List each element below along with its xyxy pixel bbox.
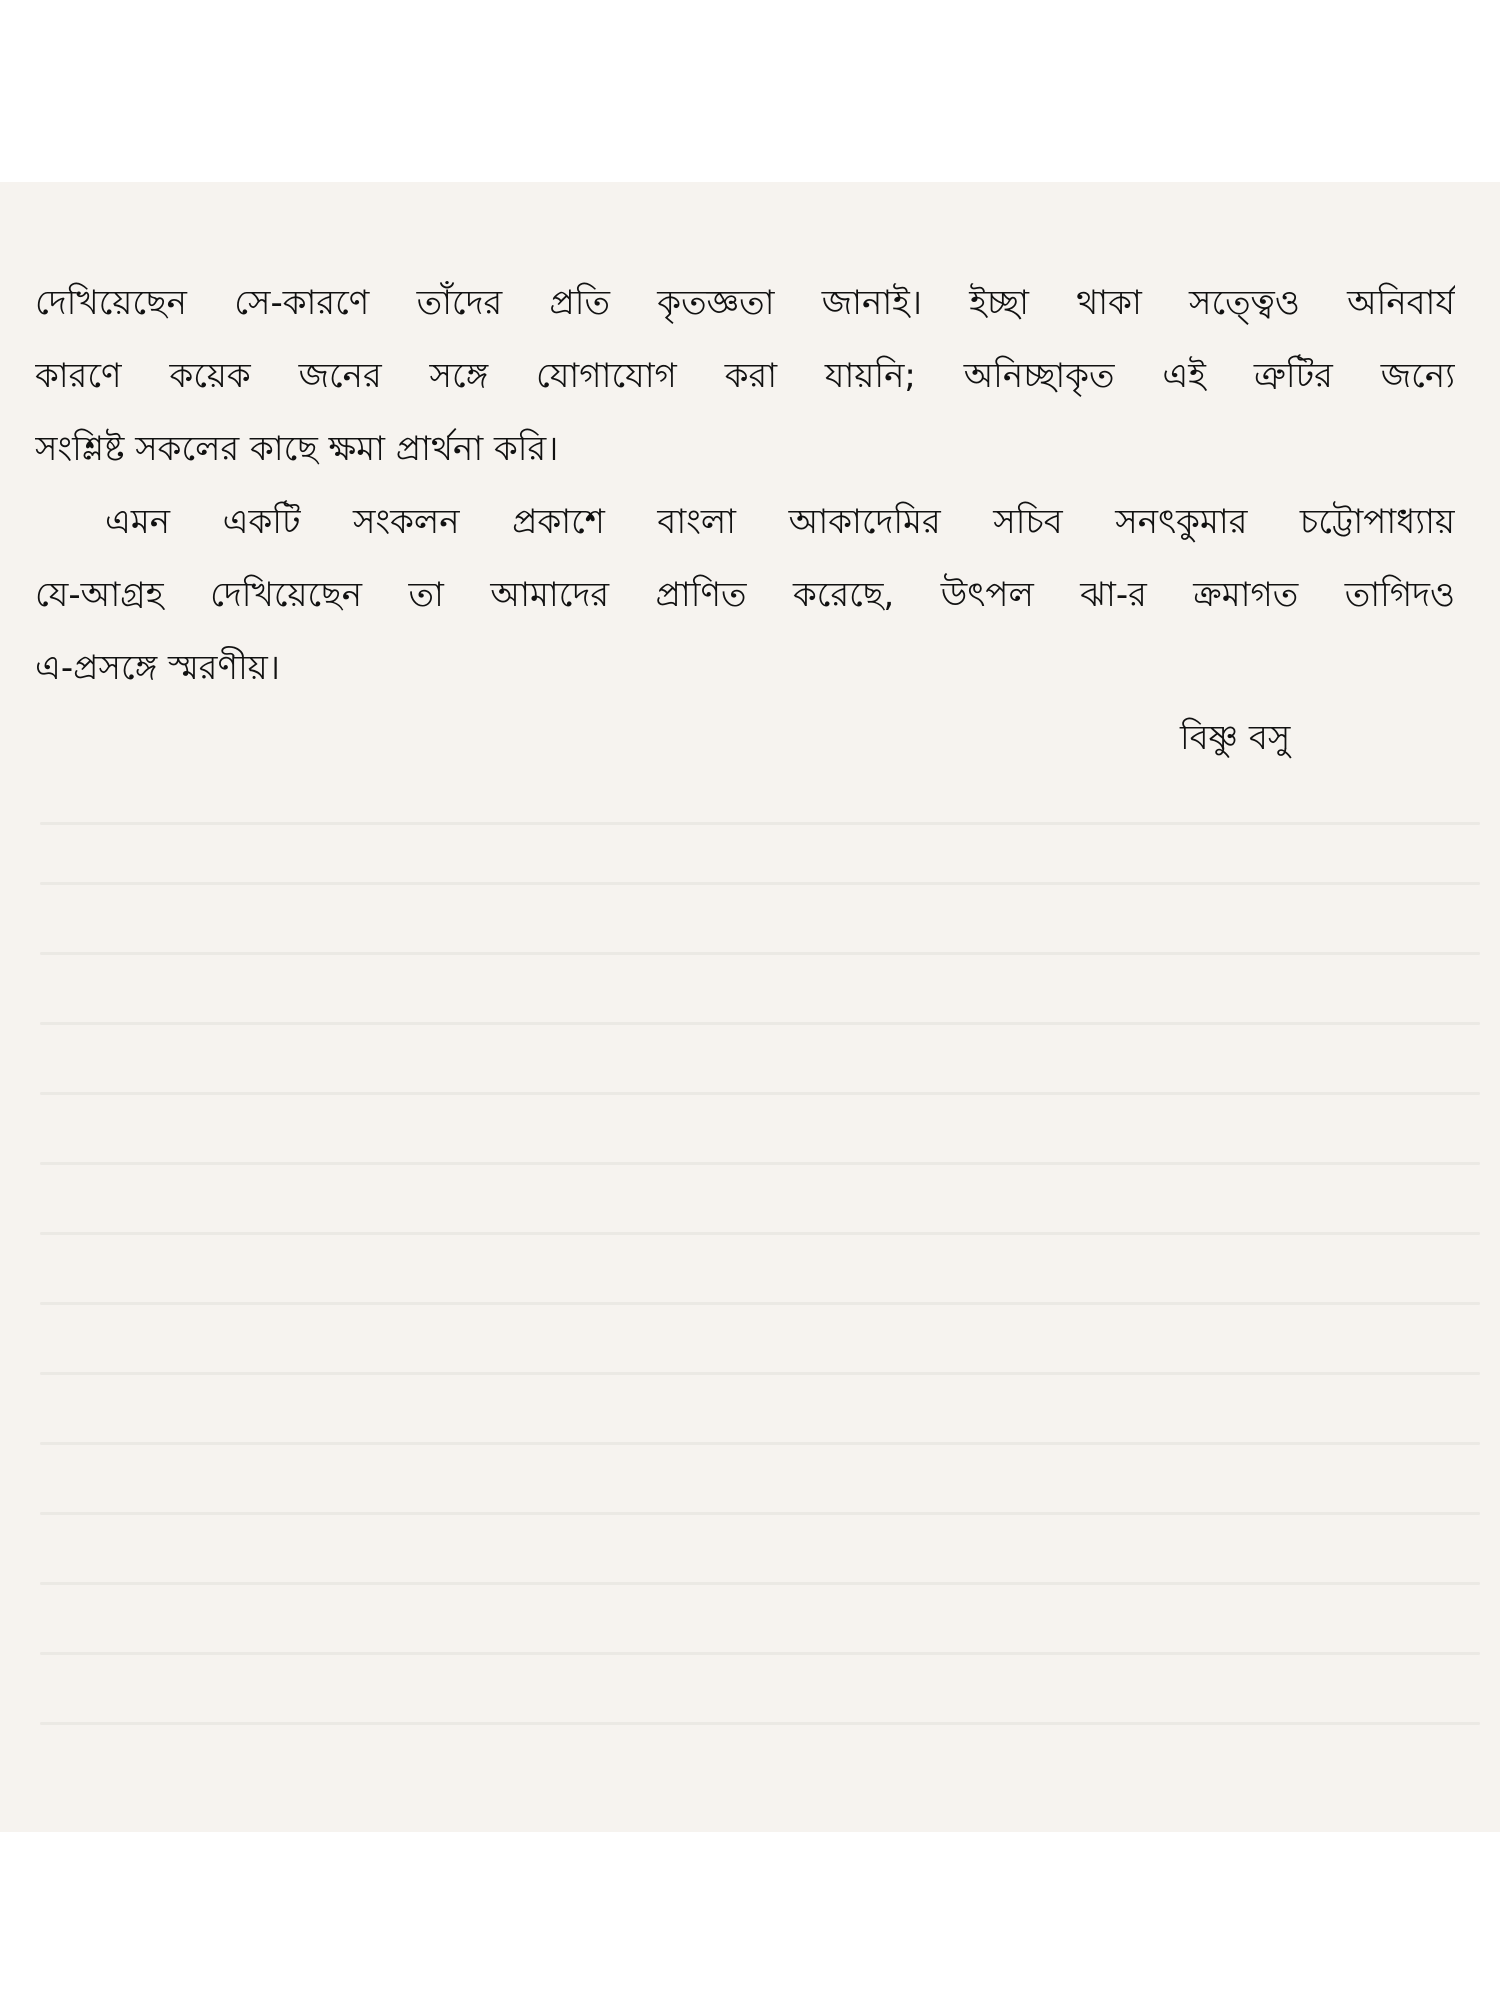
show-through-line [40, 1722, 1480, 1725]
show-through-line [40, 1582, 1480, 1585]
text-line: কারণে কয়েক জনের সঙ্গে যোগাযোগ করা যায়নি; অনিচ্ছাকৃত এই ত্রুটির জন্যে [35, 356, 1455, 396]
text-line: সংশ্লিষ্ট সকলের কাছে ক্ষমা প্রার্থনা করি। [35, 429, 559, 469]
show-through-line [40, 1022, 1480, 1025]
show-through-line [40, 1092, 1480, 1095]
show-through-line [40, 1232, 1480, 1235]
show-through-line [40, 952, 1480, 955]
show-through-line [40, 822, 1480, 825]
show-through-line [40, 1652, 1480, 1655]
text-line: যে-আগ্রহ দেখিয়েছেন তা আমাদের প্রাণিত করেছে, উৎপল ঝা-র ক্রমাগত তাগিদও [35, 575, 1455, 615]
book-page [0, 182, 1500, 1832]
show-through-line [40, 1162, 1480, 1165]
show-through-line [40, 1512, 1480, 1515]
body-text [35, 267, 1455, 705]
show-through-line [40, 1302, 1480, 1305]
author-signature: বিষ্ণু বসু [1180, 718, 1291, 758]
show-through-line [40, 882, 1480, 885]
text-line: এ-প্রসঙ্গে স্মরণীয়। [35, 648, 280, 688]
text-line: দেখিয়েছেন সে-কারণে তাঁদের প্রতি কৃতজ্ঞতা জানাই। ইচ্ছা থাকা সত্ত্বেও অনিবার্য [35, 283, 1455, 323]
show-through-line [40, 1372, 1480, 1375]
show-through-line [40, 1442, 1480, 1445]
text-line: এমন একটি সংকলন প্রকাশে বাংলা আকাদেমির সচিব সনৎকুমার চট্টোপাধ্যায় [105, 502, 1455, 542]
